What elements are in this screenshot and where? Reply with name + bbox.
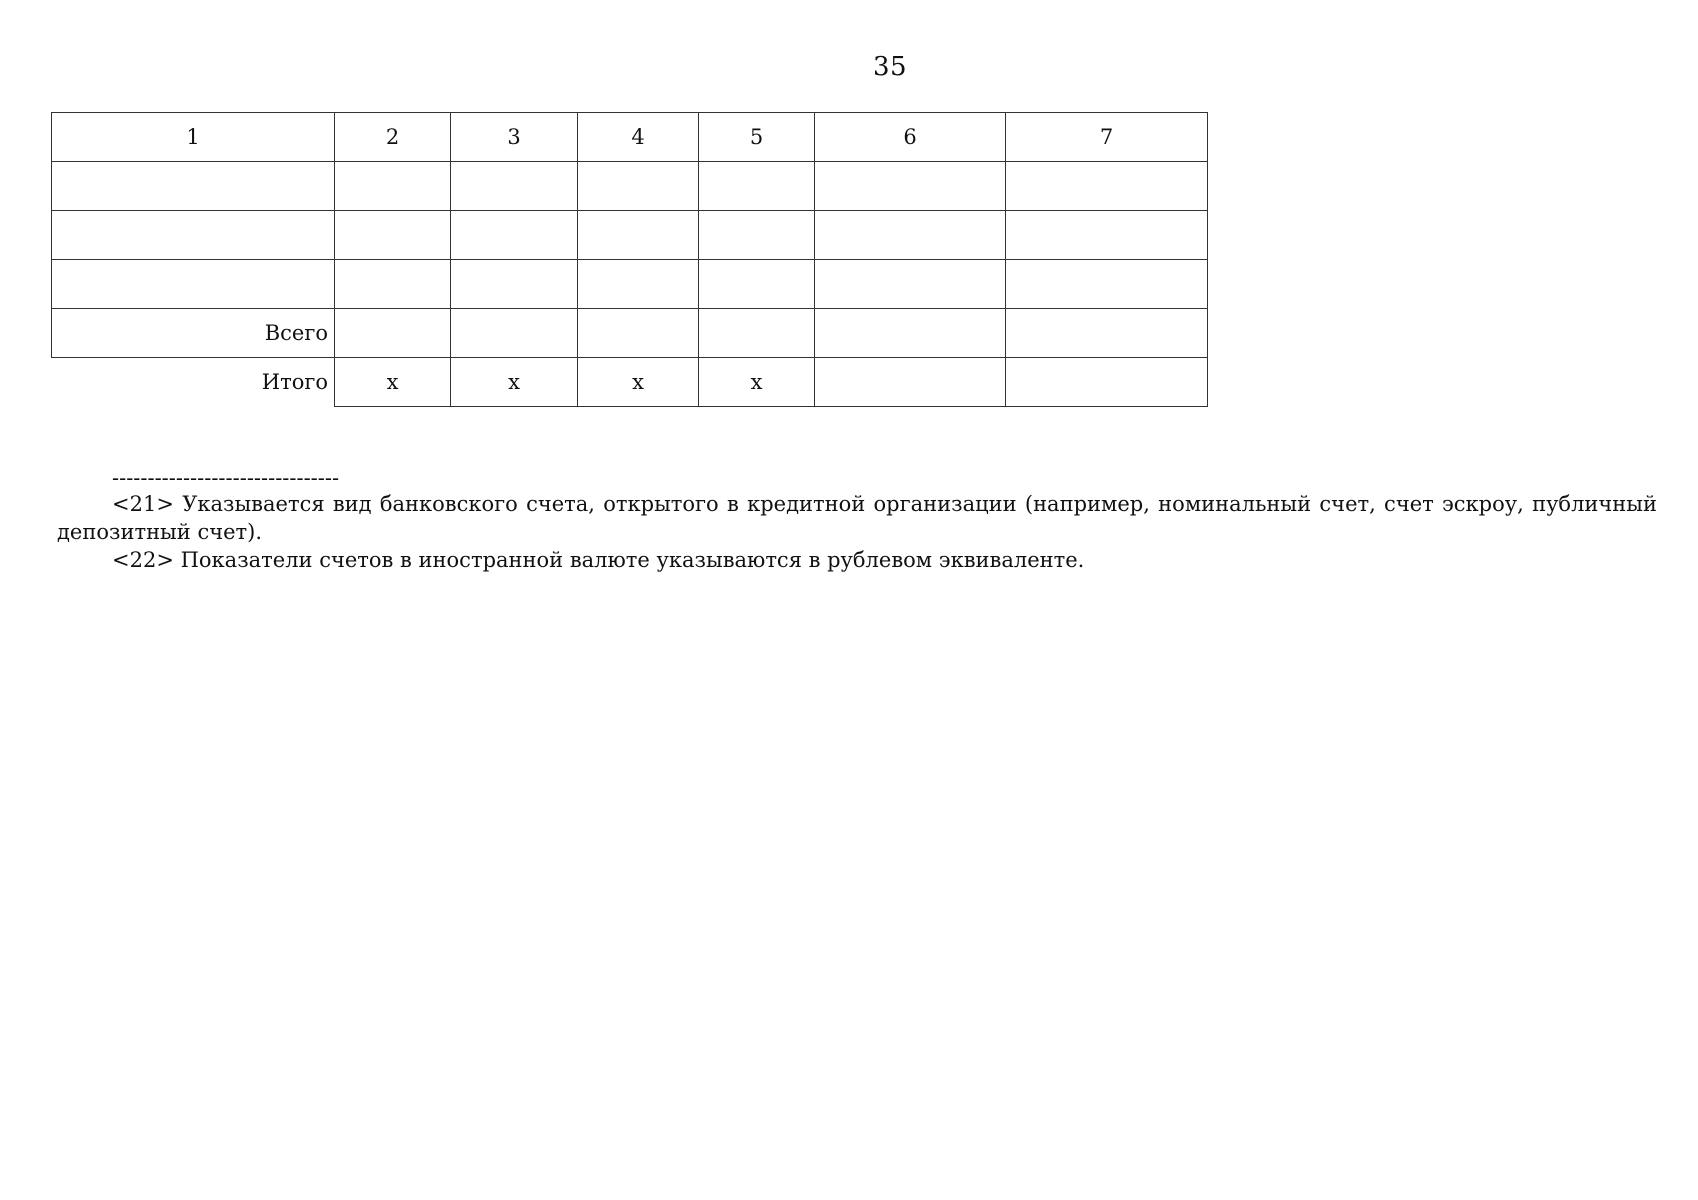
footnote-22: <22> Показатели счетов в иностранной валюте указываются в рублевом эквиваленте. bbox=[112, 548, 1085, 572]
table-cell: x bbox=[451, 358, 578, 407]
table-cell bbox=[52, 211, 335, 260]
table-cell bbox=[578, 211, 699, 260]
header-cell: 7 bbox=[1006, 113, 1208, 162]
table-cell bbox=[815, 260, 1006, 309]
footnote-21: <21> Указывается вид банковского счета, открытого в кредитной организации (например, номинальный счет, счет эскроу, публичный депозитный счет). bbox=[57, 492, 1657, 544]
grand-total-label: Итого bbox=[52, 358, 335, 407]
grand-total-row bbox=[52, 358, 1208, 407]
table-cell bbox=[815, 211, 1006, 260]
table-cell: x bbox=[699, 358, 815, 407]
table-cell bbox=[699, 260, 815, 309]
footnote-separator: -------------------------------- bbox=[112, 466, 340, 490]
header-cell: 6 bbox=[815, 113, 1006, 162]
table-cell bbox=[1006, 211, 1208, 260]
header-cell: 3 bbox=[451, 113, 578, 162]
footnotes bbox=[57, 466, 1657, 574]
table-cell bbox=[815, 358, 1006, 407]
table-cell bbox=[335, 309, 451, 358]
table-cell bbox=[52, 260, 335, 309]
header-cell: 2 bbox=[335, 113, 451, 162]
report-table bbox=[51, 112, 1208, 407]
table-row bbox=[52, 211, 1208, 260]
table-cell bbox=[335, 162, 451, 211]
table-cell bbox=[451, 211, 578, 260]
table-cell bbox=[699, 211, 815, 260]
table-row bbox=[52, 260, 1208, 309]
subtotal-row bbox=[52, 309, 1208, 358]
subtotal-label: Всего bbox=[52, 309, 335, 358]
table-cell bbox=[451, 309, 578, 358]
header-cell: 4 bbox=[578, 113, 699, 162]
page-number: 35 bbox=[872, 52, 908, 82]
table-cell bbox=[578, 309, 699, 358]
table-cell bbox=[1006, 358, 1208, 407]
table-header-row bbox=[52, 113, 1208, 162]
table-cell bbox=[451, 162, 578, 211]
table-cell bbox=[1006, 260, 1208, 309]
header-cell: 5 bbox=[699, 113, 815, 162]
table-cell bbox=[451, 260, 578, 309]
table-cell bbox=[699, 309, 815, 358]
table-cell bbox=[578, 162, 699, 211]
table-cell bbox=[335, 211, 451, 260]
table-cell: x bbox=[335, 358, 451, 407]
table-cell: x bbox=[578, 358, 699, 407]
table-cell bbox=[699, 162, 815, 211]
table-cell bbox=[815, 309, 1006, 358]
table-cell bbox=[1006, 162, 1208, 211]
table-cell bbox=[1006, 309, 1208, 358]
table-cell bbox=[52, 162, 335, 211]
table-cell bbox=[335, 260, 451, 309]
table-cell bbox=[815, 162, 1006, 211]
header-cell: 1 bbox=[52, 113, 335, 162]
table-row bbox=[52, 162, 1208, 211]
table-cell bbox=[578, 260, 699, 309]
